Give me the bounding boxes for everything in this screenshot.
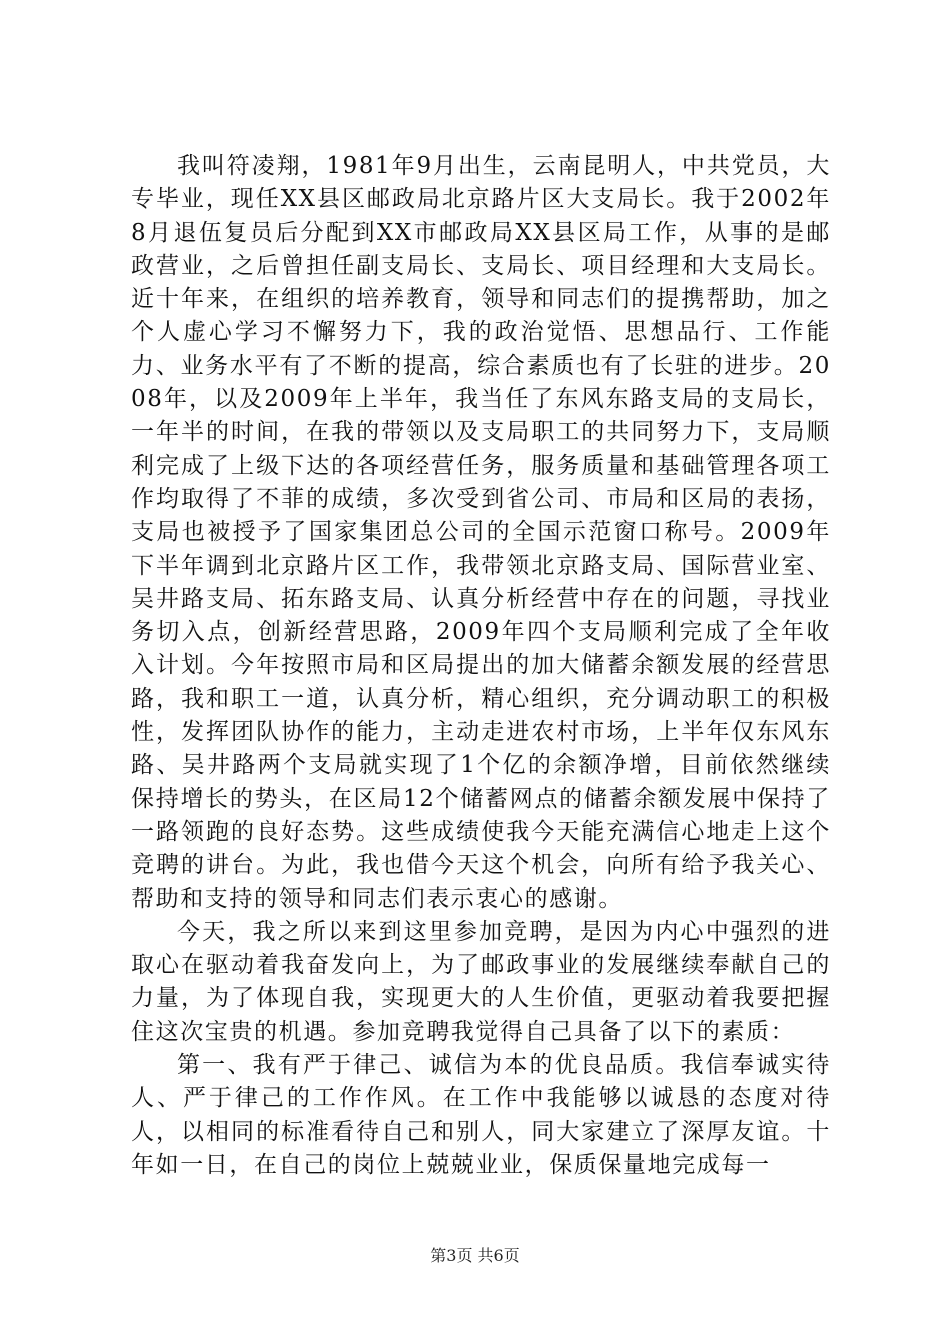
paragraph-3: 第一、我有严于律己、诚信为本的优良品质。我信奉诚实待人、严于律己的工作作风。在工作中我能够以诚恳的态度对待人，以相同的标准看待自己和别人，同大家建立了深厚友谊。十年如一日，在自己的岗位上兢兢业业，保质保量地完成每一	[131, 1052, 831, 1178]
page-footer: 第3页 共6页	[430, 1246, 520, 1265]
document-body	[131, 150, 831, 1182]
paragraph-2: 今天，我之所以来到这里参加竞聘，是因为内心中强烈的进取心在驱动着我奋发向上，为了邮政事业的发展继续奉献自己的力量，为了体现自我，实现更大的人生价值，更驱动着我要把握住这次宝贵的机遇。参加竞聘我觉得自己具备了以下的素质：	[131, 918, 831, 1045]
paragraph-1: 我叫符凌翔，1981年9月出生，云南昆明人，中共党员，大专毕业，现任XX县区邮政局北京路片区大支局长。我于2002年8月退伍复员后分配到XX市邮政局XX县区局工作，从事的是邮政营业，之后曾担任副支局长、支局长、项目经理和大支局长。近十年来，在组织的培养教育，领导和同志们的提携帮助，加之个人虚心学习不懈努力下，我的政治觉悟、思想品行、工作能力、业务水平有了不断的提高，综合素质也有了长驻的进步。2008年，以及2009年上半年，我当任了东风东路支局的支局长，一年半的时间，在我的带领以及支局职工的共同努力下，支局顺利完成了上级下达的各项经营任务，服务质量和基础管理各项工作均取得了不菲的成绩，多次受到省公司、市局和区局的表扬，支局也被授予了国家集团总公司的全国示范窗口称号。2009年下半年调到北京路片区工作，我带领北京路支局、国际营业室、吴井路支局、拓东路支局、认真分析经营中存在的问题，寻找业务切入点，创新经营思路，2009年四个支局顺利完成了全年收入计划。今年按照市局和区局提出的加大储蓄余额发展的经营思路，我和职工一道，认真分析，精心组织，充分调动职工的积极性，发挥团队协作的能力，主动走进农村市场，上半年仅东风东路、吴井路两个支局就实现了1个亿的余额净增，目前依然继续保持增长的势头，在区局12个储蓄网点的储蓄余额发展中保持了一路领跑的良好态势。这些成绩使我今天能充满信心地走上这个竞聘的讲台。为此，我也借今天这个机会，向所有给予我关心、帮助和支持的领导和同志们表示衷心的感谢。	[131, 153, 831, 912]
